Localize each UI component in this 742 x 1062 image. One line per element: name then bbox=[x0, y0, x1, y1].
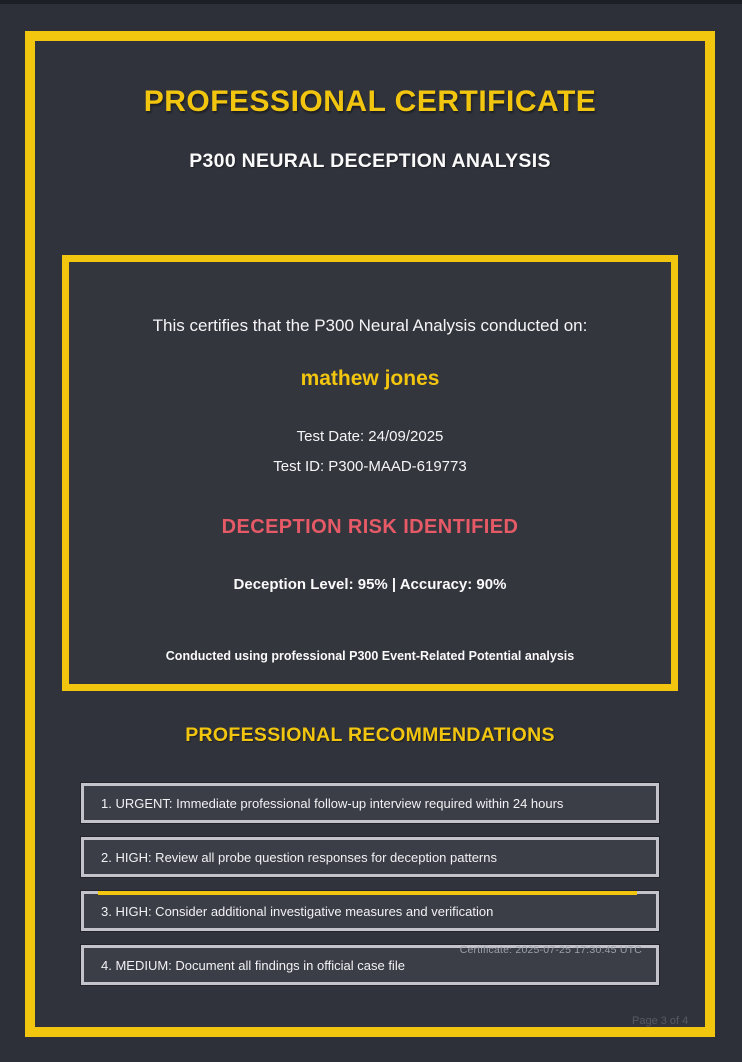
recommendation-item bbox=[81, 783, 659, 823]
recommendations-list bbox=[81, 783, 659, 985]
certify-statement: This certifies that the P300 Neural Analysis conducted on: bbox=[152, 316, 588, 335]
recommendation-item bbox=[81, 945, 659, 985]
recommendation-item bbox=[81, 837, 659, 877]
recommendation-text: 1. URGENT: Immediate professional follow-up interview required within 24 hours bbox=[101, 795, 564, 811]
deception-metrics: Deception Level: 95% | Accuracy: 90% bbox=[233, 576, 507, 593]
result-box bbox=[62, 255, 678, 691]
deception-risk-status: DECEPTION RISK IDENTIFIED bbox=[221, 516, 519, 538]
subject-name: mathew jones bbox=[300, 367, 440, 390]
certificate-title: PROFESSIONAL CERTIFICATE bbox=[143, 85, 597, 118]
yellow-accent-line bbox=[98, 891, 637, 895]
certificate-frame bbox=[25, 31, 715, 1037]
test-date: Test Date: 24/09/2025 bbox=[296, 428, 444, 445]
recommendation-text: 2. HIGH: Review all probe question responses for deception patterns bbox=[101, 849, 497, 865]
recommendation-text: 3. HIGH: Consider additional investigative measures and verification bbox=[101, 903, 494, 919]
certificate-timestamp: Certificate: 2025-07-25 17:30:45 UTC bbox=[459, 944, 642, 956]
recommendation-item bbox=[81, 891, 659, 931]
analysis-method-note: Conducted using professional P300 Event-Related Potential analysis bbox=[165, 649, 575, 663]
recommendation-text: 4. MEDIUM: Document all findings in official case file bbox=[101, 957, 405, 973]
certificate-subtitle: P300 NEURAL DECEPTION ANALYSIS bbox=[189, 150, 551, 172]
recommendations-heading: PROFESSIONAL RECOMMENDATIONS bbox=[185, 724, 555, 746]
page-indicator: Page 3 of 4 bbox=[632, 1015, 689, 1027]
test-id: Test ID: P300-MAAD-619773 bbox=[273, 458, 467, 475]
top-edge-divider bbox=[0, 0, 742, 4]
